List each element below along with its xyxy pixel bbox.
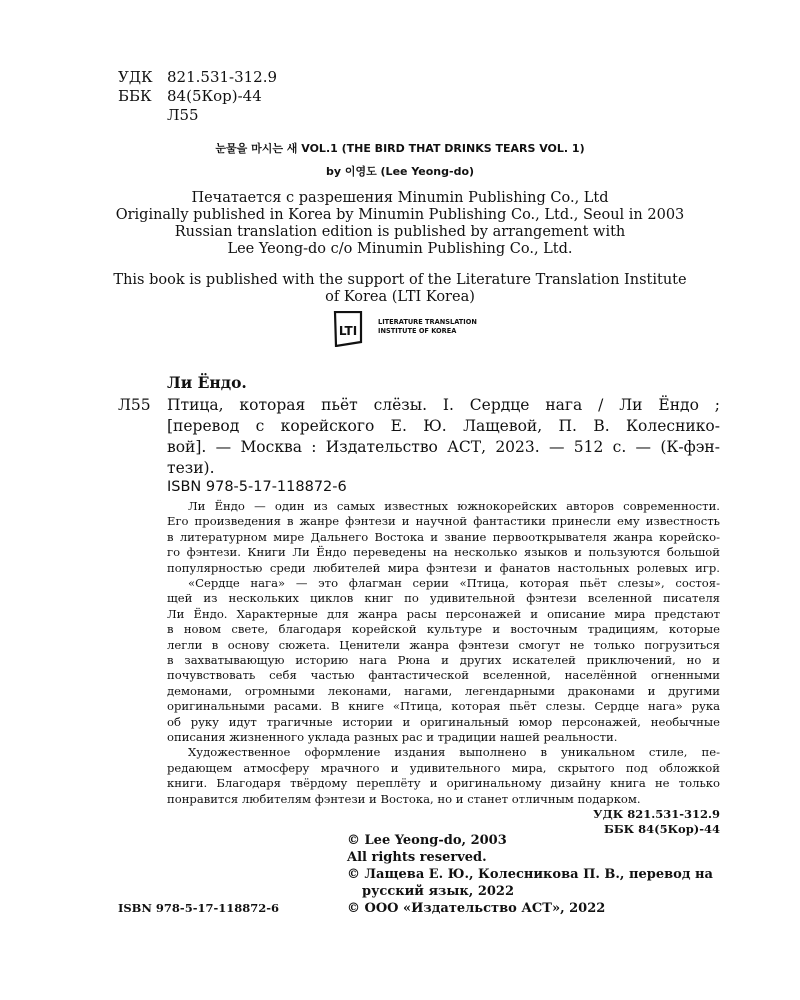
- annotation-line: почувствовать себя частью фантастической вселенной, населённой огненными: [167, 668, 720, 683]
- original-title: 눈물을 마시는 새 VOL.1 (THE BIRD THAT DRINKS TEARS VOL. 1): [215, 142, 585, 155]
- annotation-line: Его произведения в жанре фэнтези и научной фантастики принесли ему известность: [167, 514, 720, 529]
- catalog-line: [перевод с корейского Е. Ю. Лащевой, П. В. Колеснико-: [167, 417, 720, 435]
- lti-logo-icon: [333, 311, 363, 347]
- permission-line: Печатается с разрешения Minumin Publishing Co., Ltd: [191, 190, 609, 206]
- annotation-line: го фэнтези. Книги Ли Ёндо переведены на несколько языков и пользуются большой: [167, 545, 720, 560]
- catalog-line: Птица, которая пьёт слёзы. I. Сердце нага / Ли Ёндо ;: [167, 396, 720, 414]
- annotation-line: щей из нескольких циклов книг по удивительной фэнтези вселенной писателя: [167, 591, 720, 606]
- lti-logo-line: INSTITUTE OF KOREA: [378, 327, 457, 335]
- annotation-line: редающем атмосферу мрачного и удивительного мира, скрытого под обложкой: [167, 760, 720, 775]
- footer-isbn: ISBN 978-5-17-118872-6: [118, 901, 280, 915]
- catalog-isbn: ISBN 978-5-17-118872-6: [167, 479, 347, 495]
- catalog-line: вой]. — Москва : Издательство АСТ, 2023. — 512 с. — (К-фэн-: [167, 438, 720, 456]
- support-line: This book is published with the support of the Literature Translation Institute: [113, 272, 687, 288]
- lti-logo-text: [378, 318, 477, 336]
- annotation-line: в литературном мире Дальнего Востока и звание первооткрывателя жанра корейско-: [167, 529, 720, 544]
- annotation-line: легли в основу сюжета. Ценители жанра фэнтези смогут не только погрузиться: [167, 637, 720, 652]
- annotation-line: популярностью среди любителей мира фэнтези и фанатов настольных ролевых игр.: [167, 560, 720, 575]
- annotation-udk: УДК 821.531-312.9: [593, 807, 720, 821]
- catalog-author: Ли Ёндо.: [167, 373, 247, 392]
- annotation-line: книги. Благодаря твёрдому переплёту и оригинальному дизайну книга не только: [167, 776, 720, 791]
- bbk-label: ББК: [118, 87, 152, 105]
- copyright-line: © ООО «Издательство АСТ», 2022: [347, 901, 606, 916]
- copyright-line: русский язык, 2022: [362, 884, 514, 899]
- annotation-line: описания жизненного уклада разных рас и традиции нашей реальности.: [167, 730, 618, 744]
- copyright-line: © Лащева Е. Ю., Колесникова П. В., перевод на: [347, 867, 713, 882]
- bbk-value: 84(5Кор)-44: [167, 87, 262, 105]
- copyright-line: © Lee Yeong-do, 2003: [347, 833, 507, 848]
- lti-logo-mark: LTI: [338, 324, 358, 338]
- annotation-line: понравится любителям фэнтези и Востока, но и станет отличным подарком.: [167, 791, 641, 806]
- annotation-line: демонами, огромными леконами, нагами, легендарными драконами и другими: [167, 683, 720, 698]
- annotation-line: об руку идут трагичные истории и оригинальный юмор персонажей, необычные: [167, 714, 720, 729]
- annotation-line: Художественное оформление издания выполнено в уникальном стиле, пе-: [188, 745, 720, 760]
- author-mark: Л55: [167, 106, 199, 124]
- annotation-line: в новом свете, благодаря корейской культуре и восточным традициям, которые: [167, 622, 720, 637]
- annotation-line: Ли Ёндо. Характерные для жанра расы персонажей и описание мира предстают: [167, 606, 720, 621]
- support-line: of Korea (LTI Korea): [325, 289, 475, 305]
- copyright-line: All rights reserved.: [347, 850, 487, 865]
- permission-line: Russian translation edition is published by arrangement with: [174, 224, 626, 240]
- annotation-line: оригинальными расами. В книге «Птица, которая пьёт слезы. Сердце нага» рука: [167, 699, 720, 714]
- udk-label: УДК: [118, 68, 153, 86]
- permission-line: Lee Yeong-do c/o Minumin Publishing Co., Ltd.: [227, 241, 573, 257]
- catalog-mark: Л55: [118, 396, 151, 414]
- annotation-bbk: ББК 84(5Кор)-44: [604, 822, 720, 836]
- annotation-line: в захватывающую историю нага Рюна и других искателей приключений, но и: [167, 653, 720, 667]
- original-author: by 이영도 (Lee Yeong-do): [325, 165, 475, 178]
- annotation-line: Ли Ёндо — один из самых известных южнокорейских авторов современности.: [188, 499, 720, 513]
- lti-logo-line: LITERATURE TRANSLATION: [378, 318, 477, 326]
- permission-line: Originally published in Korea by Minumin Publishing Co., Ltd., Seoul in 2003: [115, 207, 685, 223]
- udk-value: 821.531-312.9: [167, 68, 278, 86]
- annotation-line: «Сердце нага» — это флагман серии «Птица, которая пьёт слезы», состоя-: [188, 576, 720, 590]
- catalog-line: тези).: [167, 459, 215, 477]
